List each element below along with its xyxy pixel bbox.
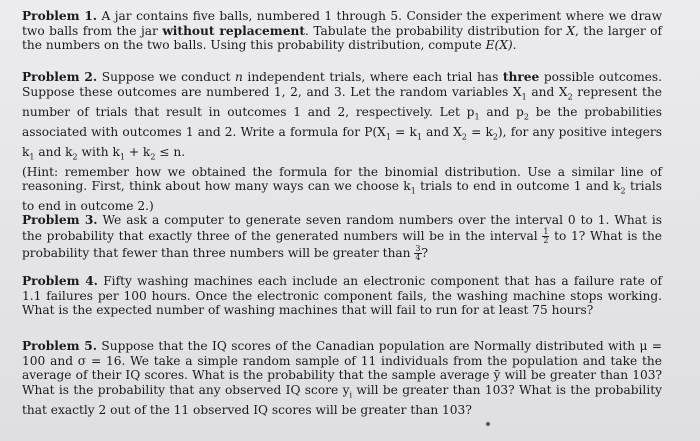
problem-3-heading: Problem 3. <box>22 213 98 227</box>
problem-4 <box>22 274 662 318</box>
problem-1-heading: Problem 1. <box>22 9 98 23</box>
fraction-three-quarters: $\frac{3}{4}$ <box>415 243 421 262</box>
problem-3-text: Problem 3. We ask a computer to generate seven random numbers over the interval 0 to 1. What is the probability that exactly three of the generated numbers will be in the interval $\frac{1}{2}$ to 1? What is the probability that fewer than three numbers will be greater than $\frac{3}{4}$ ? <box>22 213 663 262</box>
problem-3 <box>22 213 662 262</box>
problem-5-text: Problem 5. Suppose that the IQ scores of the Canadian population are Normally distributed with μ = 100 and σ = 16. We take a simple random sample of 11 individuals from the population and take the average of their IQ scores. What is the probability that the sample average ȳ will be greater than 103? What is the probability that any observed IQ score $y_i$ will be greater than 103? What is the probability that exactly 2 out of the 11 observed IQ scores will be greater than 103? <box>22 339 663 417</box>
problem-2-heading: Problem 2. <box>22 70 98 84</box>
problem-1 <box>22 9 662 53</box>
problem-2 <box>22 70 662 214</box>
problem-4-text: Problem 4. Fifty washing machines each include an electronic component that has a failure rate of 1.1 failures per 100 hours. Once the electronic component fails, the washing machine stops working. What is the expected number of washing machines that will fail to run for at least 75 hours? <box>22 274 663 318</box>
page-speck <box>486 422 490 426</box>
fraction-one-half: $\frac{1}{2}$ <box>543 226 549 245</box>
problem-5 <box>22 339 662 417</box>
problem-2-text: Problem 2. Suppose we conduct n independent trials, where each trial has three possible outcomes. Suppose these outcomes are numbered 1, 2, and 3. Let the random variables $X_1$ and $X_2$ represent the number of trials that result in outcomes 1 and 2, respectively. Let $p_1$ and $p_2$ be the probabilities associated with outcomes 1 and 2. Write a formula for $P(X_1 = k_1$ and $X_2 = k_2$), for any positive integers $k_1$ and $k_2$ with $k_1 + k_2 \le n$. <box>22 70 663 162</box>
problem-4-heading: Problem 4. <box>22 274 98 288</box>
problem-2-hint: (Hint: remember how we obtained the formula for the binomial distribution. Use a similar line of reasoning. First, think about how many ways can we choose $k_1$ trials to end in outcome 1 and $k_2$ trials to end in outcome 2.) <box>22 164 662 214</box>
problem-1-text: Problem 1. A jar contains five balls, numbered 1 through 5. Consider the experiment where we draw two balls from the jar without replacement. Tabulate the probability distribution for X, the larger of the numbers on the two balls. Using this probability distribution, compute E(X). <box>22 9 663 53</box>
problem-5-heading: Problem 5. <box>22 339 97 353</box>
